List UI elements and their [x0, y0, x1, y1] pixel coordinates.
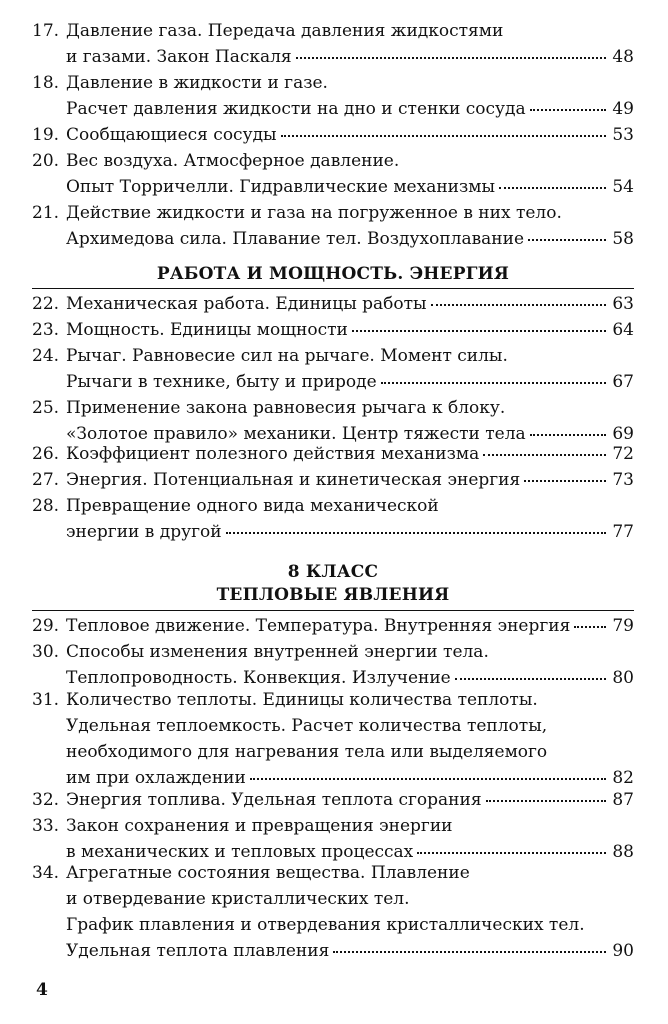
section-heading-work-power: РАБОТА И МОЩНОСТЬ. ЭНЕРГИЯ — [156, 264, 510, 284]
entry-page: 49 — [612, 99, 634, 119]
entry-title-line: Применение закона равновесия рычага к блоку. — [66, 398, 506, 418]
entry-number: 20. — [32, 151, 60, 171]
entry-number: 23. — [32, 320, 60, 340]
entry-page: 67 — [612, 372, 634, 392]
entry-title-line: Удельная теплоемкость. Расчет количества теплоты, — [66, 716, 548, 736]
toc-entry-32[interactable] — [32, 787, 634, 813]
entry-number: 22. — [32, 294, 60, 314]
entry-number: 34. — [32, 863, 60, 883]
entry-title-line: Механическая работа. Единицы работы — [66, 294, 427, 314]
entry-title-line: Опыт Торричелли. Гидравлические механизмы — [66, 177, 496, 197]
toc-entry-29[interactable] — [32, 613, 634, 639]
entry-title-line: Количество теплоты. Единицы количества теплоты. — [66, 690, 538, 710]
entry-title-line: Тепловое движение. Температура. Внутренняя энергия — [66, 616, 571, 636]
entry-title-line: Расчет давления жидкости на дно и стенки сосуда — [66, 99, 526, 119]
toc-entry-23[interactable] — [32, 317, 634, 343]
dot-leader — [528, 235, 606, 241]
entry-page: 64 — [612, 320, 634, 340]
entry-page: 79 — [612, 616, 634, 636]
entry-page: 82 — [612, 768, 634, 788]
entry-title-line: им при охлаждении — [66, 768, 246, 788]
entry-title-line: Сообщающиеся сосуды — [66, 125, 277, 145]
toc-entry-18[interactable] — [32, 70, 634, 122]
dot-leader — [417, 848, 606, 854]
entry-page: 69 — [612, 424, 634, 444]
entry-title-line: Теплопроводность. Конвекция. Излучение — [66, 668, 451, 688]
entry-number: 27. — [32, 470, 60, 490]
page-number: 4 — [36, 980, 48, 1000]
entry-title-line: Рычаги в технике, быту и природе — [66, 372, 377, 392]
toc-entry-34[interactable] — [32, 860, 634, 964]
toc-entry-27[interactable] — [32, 467, 634, 493]
dot-leader — [431, 300, 606, 306]
entry-page: 73 — [612, 470, 634, 490]
entry-number: 25. — [32, 398, 60, 418]
dot-leader — [574, 622, 606, 628]
entry-number: 33. — [32, 816, 60, 836]
dot-leader — [530, 430, 606, 436]
dot-leader — [524, 476, 606, 482]
entry-number: 18. — [32, 73, 60, 93]
entry-page: 53 — [612, 125, 634, 145]
toc-entry-21[interactable] — [32, 200, 634, 252]
entry-title-line: и отвердевание кристаллических тел. — [66, 889, 410, 909]
entry-title-line: Коэффициент полезного действия механизма — [66, 444, 480, 464]
entry-title-line: Закон сохранения и превращения энергии — [66, 816, 453, 836]
section-divider — [32, 610, 634, 611]
entry-title-line: Давление в жидкости и газе. — [66, 73, 328, 93]
toc-entry-22[interactable] — [32, 291, 634, 317]
entry-number: 28. — [32, 496, 60, 516]
entry-title-line: и газами. Закон Паскаля — [66, 47, 292, 67]
dot-leader — [296, 53, 606, 59]
entry-title-line: Рычаг. Равновесие сил на рычаге. Момент силы. — [66, 346, 508, 366]
entry-title-line: Агрегатные состояния вещества. Плавление — [66, 863, 470, 883]
dot-leader — [499, 183, 606, 189]
dot-leader — [483, 450, 606, 456]
entry-title-line: Энергия. Потенциальная и кинетическая энергия — [66, 470, 521, 490]
entry-title-line: «Золотое правило» механики. Центр тяжести тела — [66, 424, 526, 444]
entry-page: 63 — [612, 294, 634, 314]
entry-page: 87 — [612, 790, 634, 810]
toc-entry-25[interactable] — [32, 395, 634, 447]
grade-heading: 8 КЛАСС — [287, 562, 379, 582]
toc-entry-30[interactable] — [32, 639, 634, 691]
dot-leader — [333, 947, 606, 953]
entry-title-line: Энергия топлива. Удельная теплота сгорания — [66, 790, 482, 810]
entry-title-line: необходимого для нагревания тела или выделяемого — [66, 742, 548, 762]
entry-title-line: Удельная теплота плавления — [66, 941, 330, 961]
entry-page: 48 — [612, 47, 634, 67]
entry-page: 77 — [612, 522, 634, 542]
entry-number: 17. — [32, 21, 60, 41]
entry-number: 32. — [32, 790, 60, 810]
dot-leader — [530, 105, 606, 111]
entry-page: 72 — [612, 444, 634, 464]
entry-page: 90 — [612, 941, 634, 961]
toc-entry-17[interactable] — [32, 18, 634, 70]
entry-title-line: График плавления и отвердевания кристаллических тел. — [66, 915, 585, 935]
entry-title-line: энергии в другой — [66, 522, 222, 542]
toc-entry-19[interactable] — [32, 122, 634, 148]
entry-number: 26. — [32, 444, 60, 464]
entry-page: 80 — [612, 668, 634, 688]
entry-page: 88 — [612, 842, 634, 862]
dot-leader — [486, 796, 606, 802]
entry-title-line: Давление газа. Передача давления жидкостями — [66, 21, 504, 41]
entry-number: 29. — [32, 616, 60, 636]
entry-title-line: Архимедова сила. Плавание тел. Воздухоплавание — [66, 229, 525, 249]
entry-title-line: Способы изменения внутренней энергии тела. — [66, 642, 489, 662]
toc-entry-20[interactable] — [32, 148, 634, 200]
toc-entry-28[interactable] — [32, 493, 634, 545]
toc-entry-24[interactable] — [32, 343, 634, 395]
dot-leader — [455, 674, 606, 680]
entry-number: 30. — [32, 642, 60, 662]
dot-leader — [250, 774, 606, 780]
toc-entry-26[interactable] — [32, 441, 634, 467]
toc-entry-31[interactable] — [32, 687, 634, 791]
dot-leader — [281, 131, 606, 137]
section-heading-thermal: ТЕПЛОВЫЕ ЯВЛЕНИЯ — [216, 585, 450, 605]
dot-leader — [381, 378, 606, 384]
entry-number: 21. — [32, 203, 60, 223]
entry-number: 31. — [32, 690, 60, 710]
entry-title-line: Вес воздуха. Атмосферное давление. — [66, 151, 400, 171]
entry-page: 54 — [612, 177, 634, 197]
dot-leader — [352, 326, 606, 332]
entry-number: 19. — [32, 125, 60, 145]
entry-page: 58 — [612, 229, 634, 249]
entry-title-line: в механических и тепловых процессах — [66, 842, 414, 862]
entry-title-line: Действие жидкости и газа на погруженное в них тело. — [66, 203, 562, 223]
dot-leader — [226, 528, 606, 534]
entry-title-line: Превращение одного вида механической — [66, 496, 439, 516]
section-divider — [32, 288, 634, 289]
entry-number: 24. — [32, 346, 60, 366]
toc-entry-33[interactable] — [32, 813, 634, 865]
entry-title-line: Мощность. Единицы мощности — [66, 320, 348, 340]
